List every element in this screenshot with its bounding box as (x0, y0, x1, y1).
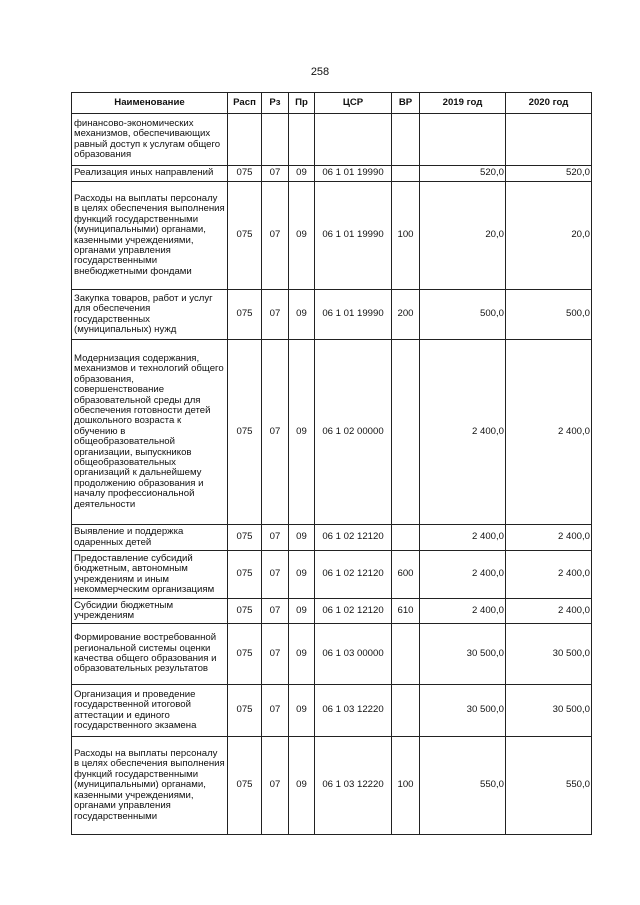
row-csr: 06 1 03 00000 (315, 624, 392, 685)
row-vr: 200 (392, 290, 420, 340)
row-2020: 30 500,0 (506, 685, 592, 737)
row-vr: 610 (392, 599, 420, 624)
row-rz: 07 (262, 525, 289, 551)
row-vr (392, 114, 420, 166)
header-vr: ВР (392, 93, 420, 114)
row-pr: 09 (289, 290, 315, 340)
row-vr (392, 340, 420, 525)
header-2019: 2019 год (420, 93, 506, 114)
row-csr: 06 1 03 12220 (315, 737, 392, 835)
row-csr: 06 1 01 19990 (315, 182, 392, 290)
row-vr (392, 525, 420, 551)
table-row (72, 166, 592, 182)
row-csr: 06 1 02 12120 (315, 525, 392, 551)
row-csr: 06 1 02 12120 (315, 551, 392, 599)
row-2020 (506, 114, 592, 166)
header-name: Наименование (72, 93, 228, 114)
row-name: Выявление и поддержка одаренных детей (72, 525, 228, 551)
row-name: Модернизация содержания, механизмов и технологий общего образования, совершенствование образовательной среды для обеспечения готовности детей дошкольного возраста к обучению в общеобразовательной организации, выпускников общеобразовательных организаций к дальнейшему продолжению образования и началу профессиональной деятельности (72, 340, 228, 525)
table-row (72, 340, 592, 525)
row-name: Расходы на выплаты персоналу в целях обеспечения выполнения функций государственными (муниципальными) органами, казенными учреждениями, органами управления государственными (72, 737, 228, 835)
row-2019: 2 400,0 (420, 340, 506, 525)
row-rz (262, 114, 289, 166)
row-rz: 07 (262, 340, 289, 525)
row-2019: 2 400,0 (420, 599, 506, 624)
row-2020: 520,0 (506, 166, 592, 182)
row-rasp: 075 (228, 166, 262, 182)
row-csr: 06 1 02 00000 (315, 340, 392, 525)
row-csr: 06 1 01 19990 (315, 166, 392, 182)
row-2020: 2 400,0 (506, 340, 592, 525)
row-vr: 100 (392, 182, 420, 290)
row-csr (315, 114, 392, 166)
row-2019: 30 500,0 (420, 624, 506, 685)
row-vr: 100 (392, 737, 420, 835)
row-rasp: 075 (228, 599, 262, 624)
row-name: Расходы на выплаты персоналу в целях обеспечения выполнения функций государственными (муниципальными) органами, казенными учреждениями, органами управления государственными внебюджетными фондами (72, 182, 228, 290)
row-2020: 20,0 (506, 182, 592, 290)
row-pr: 09 (289, 624, 315, 685)
header-csr: ЦСР (315, 93, 392, 114)
row-2019: 2 400,0 (420, 525, 506, 551)
table-header-row (72, 93, 592, 114)
table-row (72, 599, 592, 624)
row-rasp: 075 (228, 624, 262, 685)
row-rasp (228, 114, 262, 166)
row-name: Формирование востребованной региональной системы оценки качества общего образования и образовательных результатов (72, 624, 228, 685)
table-row (72, 182, 592, 290)
table-row (72, 685, 592, 737)
row-rz: 07 (262, 166, 289, 182)
row-csr: 06 1 02 12120 (315, 599, 392, 624)
row-pr: 09 (289, 340, 315, 525)
table-row (72, 551, 592, 599)
budget-table (71, 92, 592, 835)
row-pr: 09 (289, 525, 315, 551)
row-pr: 09 (289, 166, 315, 182)
header-rz: Рз (262, 93, 289, 114)
row-rasp: 075 (228, 290, 262, 340)
row-rz: 07 (262, 685, 289, 737)
row-pr: 09 (289, 599, 315, 624)
row-rasp: 075 (228, 525, 262, 551)
row-name: Предоставление субсидий бюджетным, автономным учреждениям и иным некоммерческим организациям (72, 551, 228, 599)
row-pr: 09 (289, 182, 315, 290)
row-2019: 30 500,0 (420, 685, 506, 737)
row-2020: 2 400,0 (506, 525, 592, 551)
row-rasp: 075 (228, 551, 262, 599)
table-row (72, 290, 592, 340)
row-2019: 550,0 (420, 737, 506, 835)
row-2020: 2 400,0 (506, 599, 592, 624)
table-row (72, 525, 592, 551)
row-vr: 600 (392, 551, 420, 599)
row-name: Закупка товаров, работ и услуг для обеспечения государственных (муниципальных) нужд (72, 290, 228, 340)
row-rz: 07 (262, 624, 289, 685)
row-2020: 2 400,0 (506, 551, 592, 599)
row-pr: 09 (289, 737, 315, 835)
row-rasp: 075 (228, 737, 262, 835)
row-pr: 09 (289, 685, 315, 737)
row-2020: 500,0 (506, 290, 592, 340)
row-rz: 07 (262, 290, 289, 340)
row-vr (392, 624, 420, 685)
row-rz: 07 (262, 737, 289, 835)
row-name: Субсидии бюджетным учреждениям (72, 599, 228, 624)
row-2020: 550,0 (506, 737, 592, 835)
header-pr: Пр (289, 93, 315, 114)
header-2020: 2020 год (506, 93, 592, 114)
row-pr (289, 114, 315, 166)
row-2020: 30 500,0 (506, 624, 592, 685)
table-row (72, 624, 592, 685)
row-rz: 07 (262, 182, 289, 290)
row-2019: 520,0 (420, 166, 506, 182)
row-2019: 500,0 (420, 290, 506, 340)
row-csr: 06 1 03 12220 (315, 685, 392, 737)
row-name: Организация и проведение государственной итоговой аттестации и единого государственного экзамена (72, 685, 228, 737)
row-rz: 07 (262, 551, 289, 599)
row-2019: 2 400,0 (420, 551, 506, 599)
row-vr (392, 166, 420, 182)
header-rasp: Расп (228, 93, 262, 114)
table-row (72, 737, 592, 835)
row-rz: 07 (262, 599, 289, 624)
row-pr: 09 (289, 551, 315, 599)
row-rasp: 075 (228, 685, 262, 737)
row-2019: 20,0 (420, 182, 506, 290)
table-row (72, 114, 592, 166)
row-csr: 06 1 01 19990 (315, 290, 392, 340)
row-rasp: 075 (228, 182, 262, 290)
row-name: Реализация иных направлений (72, 166, 228, 182)
row-vr (392, 685, 420, 737)
row-name: финансово-экономических механизмов, обеспечивающих равный доступ к услугам общего образования (72, 114, 228, 166)
page-number: 258 (310, 66, 330, 78)
row-2019 (420, 114, 506, 166)
row-rasp: 075 (228, 340, 262, 525)
